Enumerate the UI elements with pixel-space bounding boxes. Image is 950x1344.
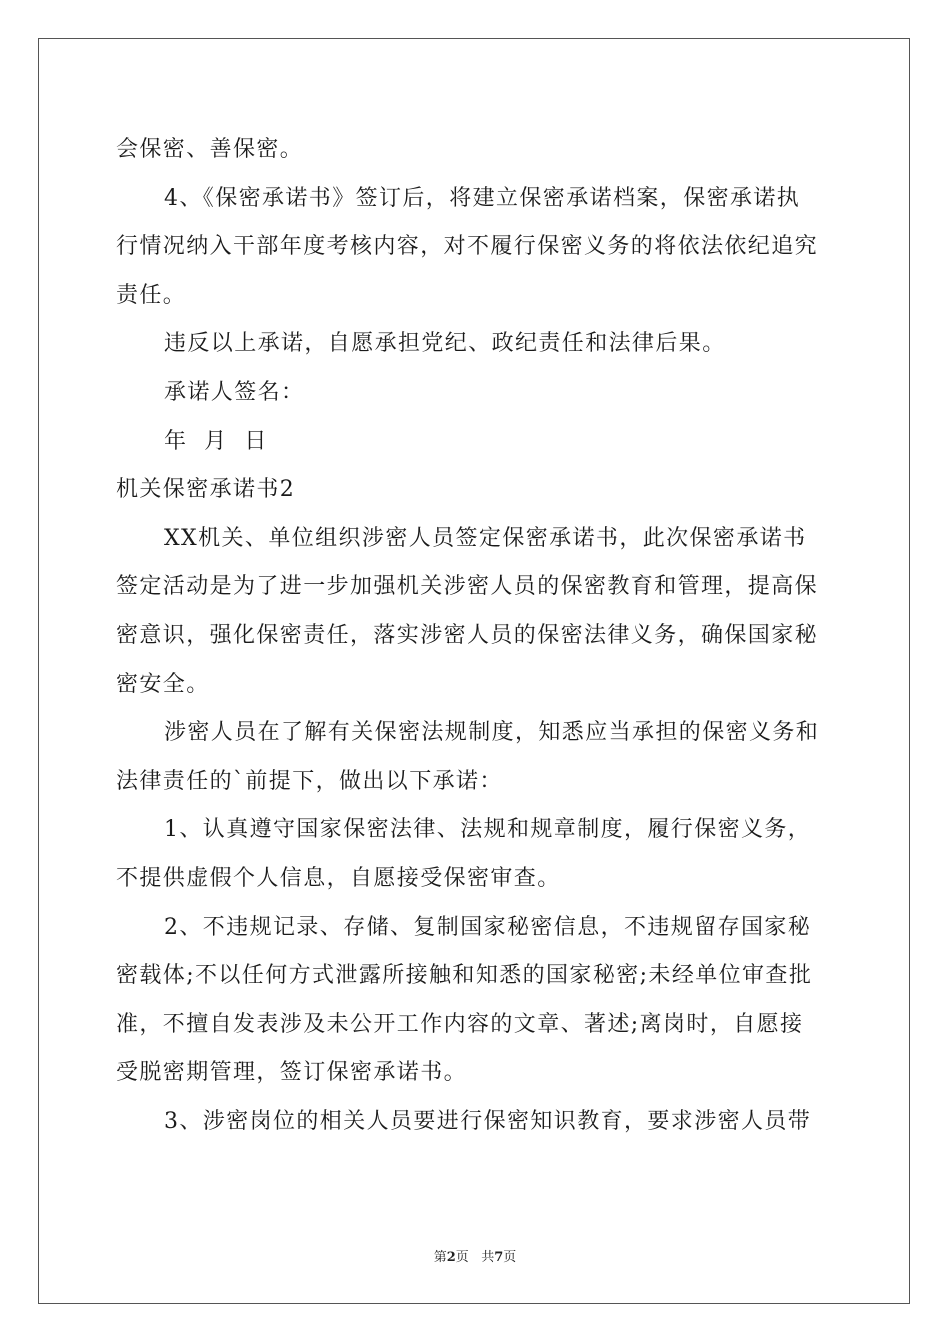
total-page-count: 7 [494,1250,504,1265]
text-line: 密载体;不以任何方式泄露所接触和知悉的国家秘密;未经单位审查批 [116,963,813,989]
text-line: 行情况纳入干部年度考核内容，对不履行保密义务的将依法依纪追究 [116,234,819,260]
footer-prefix: 第 [433,1250,447,1265]
text-line: 不提供虚假个人信息，自愿接受保密审查。 [116,865,561,891]
section-title: 机关保密承诺书2 [116,477,296,503]
text-line: 签定活动是为了进一步加强机关涉密人员的保密教育和管理，提高保 [116,574,819,600]
page-footer [0,1246,950,1265]
text-line: 法律责任的`前提下，做出以下承诺： [116,768,503,794]
date-line: 年 月 日 [164,428,268,454]
text-line: 1、认真遵守国家保密法律、法规和规章制度，履行保密义务， [164,817,812,843]
current-page-number: 2 [446,1250,456,1265]
footer-total-suffix: 页 [503,1250,517,1265]
text-line: 受脱密期管理，签订保密承诺书。 [116,1060,468,1086]
text-line: 准，不擅自发表涉及未公开工作内容的文章、著述;离岗时，自愿接 [116,1011,804,1037]
text-line: 3、涉密岗位的相关人员要进行保密知识教育，要求涉密人员带 [164,1108,812,1134]
signature-label: 承诺人签名： [164,379,305,405]
text-line: 密安全。 [116,671,210,697]
footer-page-suffix: 页 [455,1250,469,1265]
text-line: 4、《保密承诺书》签订后，将建立保密承诺档案，保密承诺执 [164,185,801,211]
text-line: 2、不违规记录、存储、复制国家秘密信息，不违规留存国家秘 [164,914,812,940]
document-body [116,126,836,1146]
text-line: 密意识，强化保密责任，落实涉密人员的保密法律义务，确保国家秘 [116,622,819,648]
text-line: XX机关、单位组织涉密人员签定保密承诺书，此次保密承诺书 [164,525,807,551]
text-line: 违反以上承诺，自愿承担党纪、政纪责任和法律后果。 [164,331,726,357]
text-line: 涉密人员在了解有关保密法规制度，知悉应当承担的保密义务和 [164,720,820,746]
footer-total-prefix: 共 [481,1250,495,1265]
text-line: 会保密、善保密。 [116,137,304,162]
text-line: 责任。 [116,282,187,308]
